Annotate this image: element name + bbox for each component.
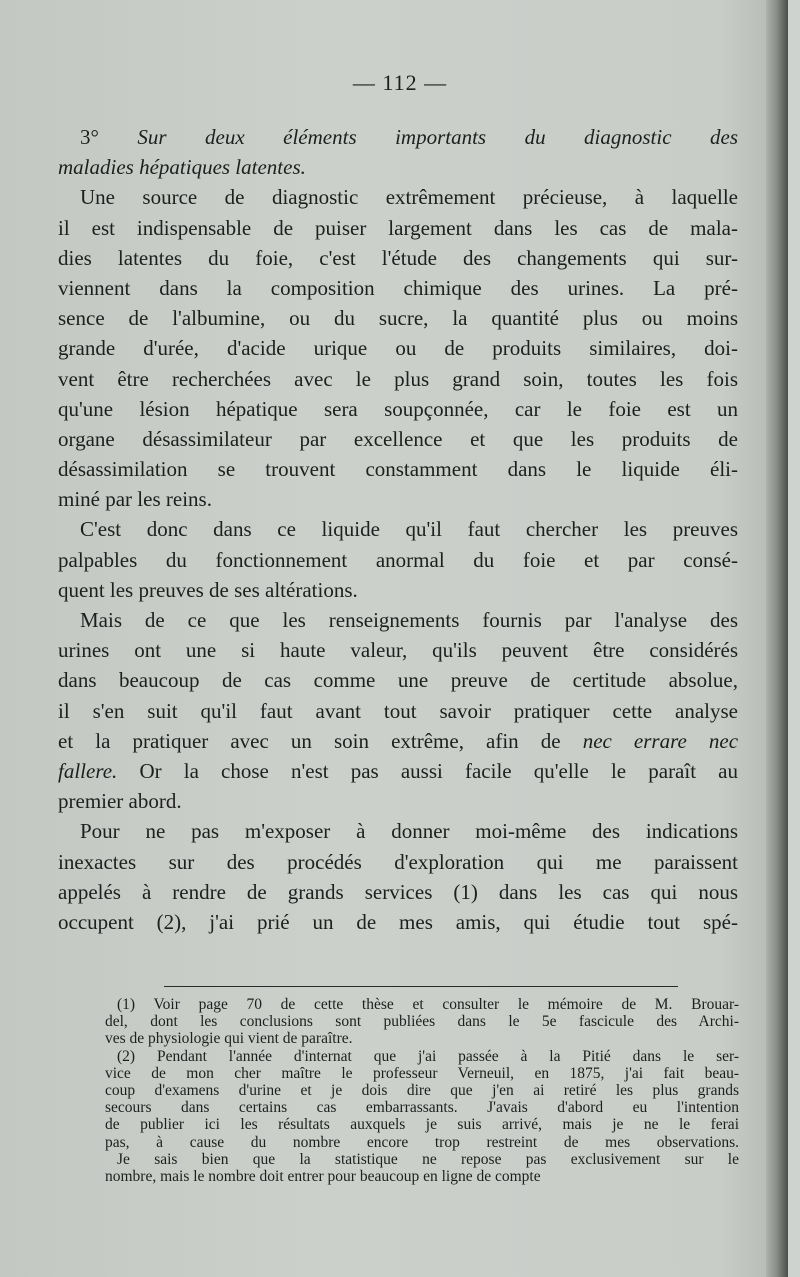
- text-line: il est indispensable de puiser largement dans les cas de mala-: [58, 215, 738, 240]
- text-line: C'est donc dans ce liquide qu'il faut chercher les preuves: [80, 517, 738, 542]
- text-line: désassimilation se trouvent constamment dans le liquide éli-: [58, 457, 738, 482]
- text-segment: Or la chose n'est pas aussi facile qu'elle le paraît au: [139, 758, 739, 783]
- text-line: [58, 756, 738, 786]
- footnotes: [105, 996, 739, 1185]
- footnote-line: coup d'examens d'urine et je dois dire que j'en ai retiré les plus grands: [105, 1081, 739, 1099]
- page-number: — 112 —: [352, 70, 448, 95]
- page-edge: [788, 0, 800, 1277]
- text-segment: et la pratiquer avec un soin extrême, afin de: [58, 728, 561, 753]
- footnote-line: nombre, mais le nombre doit entrer pour beaucoup en ligne de compte: [105, 1167, 541, 1185]
- footnote-line: de publier ici les résultats auxquels je suis arrivé, mais je ne le ferai: [105, 1116, 739, 1134]
- footnote-line: secours dans certains cas embarrassants. J'avais d'abord eu l'intention: [105, 1099, 739, 1117]
- footnote-line: (2) Pendant l'année d'internat que j'ai passée à la Pitié dans le ser-: [117, 1047, 739, 1065]
- text-line: palpables du fonctionnement anormal du foie et par consé-: [58, 547, 738, 572]
- footnote-divider: [164, 986, 678, 987]
- footnote-line: vice de mon cher maître le professeur Verneuil, en 1875, j'ai fait beau-: [105, 1064, 739, 1082]
- text-line: Une source de diagnostic extrêmement précieuse, à laquelle: [80, 185, 738, 210]
- text-line: miné par les reins.: [58, 487, 212, 512]
- main-text: [58, 122, 738, 937]
- footnote-line: Je sais bien que la statistique ne repose pas exclusivement sur le: [117, 1150, 739, 1168]
- text-line: Mais de ce que les renseignements fournis par l'analyse des: [80, 608, 738, 632]
- footnote-line: del, dont les conclusions sont publiées dans le 5e fascicule des Archi-: [105, 1013, 739, 1031]
- text-line: vent être recherchées avec le plus grand soin, toutes les fois: [58, 366, 738, 391]
- text-line: [58, 726, 738, 756]
- section-number: 3°: [80, 125, 99, 149]
- text-line: sence de l'albumine, ou du sucre, la quantité plus ou moins: [58, 306, 738, 331]
- footnote-line: pas, à cause du nombre encore trop restreint de mes observations.: [105, 1133, 739, 1151]
- section-title: Sur deux éléments importants du diagnostic des: [137, 125, 739, 149]
- text-line: dies latentes du foie, c'est l'étude des changements qui sur-: [58, 245, 738, 270]
- text-line: Pour ne pas m'exposer à donner moi-même des indications: [80, 819, 738, 844]
- text-line: premier abord.: [58, 789, 182, 814]
- section-title-cont: maladies hépatiques latentes.: [58, 155, 306, 180]
- footnote-line: (1) Voir page 70 de cette thèse et consulter le mémoire de M. Brouar-: [117, 996, 739, 1013]
- text-line: organe désassimilateur par excellence et que les produits de: [58, 426, 738, 451]
- text-line: inexactes sur des procédés d'exploration qui me paraissent: [58, 849, 738, 874]
- text-line: occupent (2), j'ai prié un de mes amis, qui étudie tout spé-: [58, 909, 738, 934]
- text-line: viennent dans la composition chimique des urines. La pré-: [58, 275, 738, 300]
- latin-phrase: fallere.: [58, 758, 118, 783]
- text-line: il s'en suit qu'il faut avant tout savoir pratiquer cette analyse: [58, 698, 738, 723]
- text-line: dans beaucoup de cas comme une preuve de certitude absolue,: [58, 668, 738, 693]
- latin-phrase: nec errare nec: [582, 728, 739, 753]
- text-line: urines ont une si haute valeur, qu'ils peuvent être considérés: [58, 638, 738, 663]
- section-heading: [58, 122, 738, 152]
- footnote-line: ves de physiologie qui vient de paraître.: [105, 1030, 353, 1048]
- text-line: appelés à rendre de grands services (1) dans les cas qui nous: [58, 879, 738, 904]
- text-line: qu'une lésion hépatique sera soupçonnée, car le foie est un: [58, 396, 738, 421]
- text-line: quent les preuves de ses altérations.: [58, 577, 358, 602]
- text-line: grande d'urée, d'acide urique ou de produits similaires, doi-: [58, 336, 738, 361]
